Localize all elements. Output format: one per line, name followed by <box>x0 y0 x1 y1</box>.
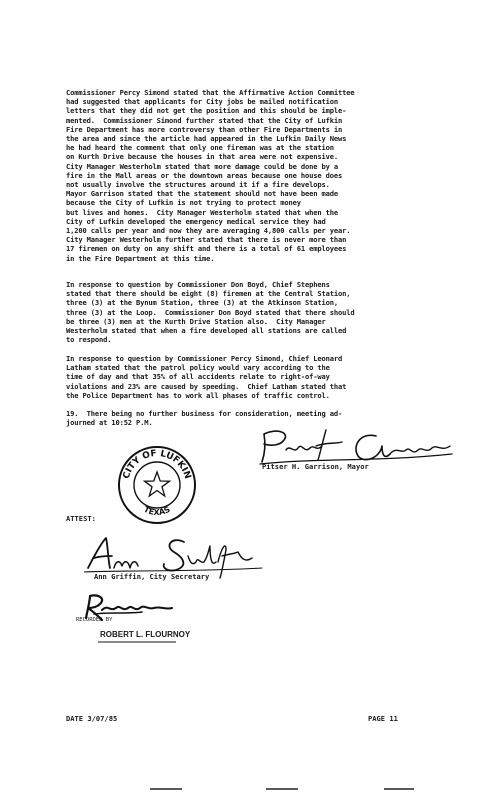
text-line: three (3) at the Loop. Commissioner Don Boyd stated that there should <box>66 307 355 317</box>
recorder-underline <box>98 640 178 644</box>
city-seal <box>116 444 198 526</box>
text-line: In response to question by Commissioner Don Boyd, Chief Stephens <box>66 280 330 289</box>
text-line: to respond. <box>66 335 112 345</box>
paragraph-station-staffing <box>66 280 466 344</box>
svg-text:CITY OF LUFKIN <box>122 449 193 480</box>
scan-edge-marks <box>0 786 484 792</box>
text-line: three (3) at the Bynum Station, three (3) at the Atkinson Station, <box>66 298 338 308</box>
attest-label: ATTEST: <box>66 514 96 523</box>
seal-bottom-text: TEXAS <box>142 504 172 518</box>
star-icon <box>145 472 170 496</box>
text-line: but lives and homes. City Manager Westerholm stated that when the <box>66 207 338 217</box>
text-line: Fire Department has more controversy than other Fire Departments in <box>66 124 343 134</box>
text-line: City Manager Westerholm further stated that there is never more than <box>66 235 347 245</box>
text-line: violations and 23% are caused by speeding. Chief Latham stated that <box>66 381 347 391</box>
text-line: journed at 10:52 P.M. <box>66 418 153 428</box>
text-line: because the City of Lufkin is not trying to protect money <box>66 198 301 208</box>
footer-page-number: PAGE 11 <box>368 714 398 723</box>
text-line: time of day and that 35% of all accidents relate to right-of-way <box>66 372 330 382</box>
mayor-caption: Pitser H. Garrison, Mayor <box>262 462 369 471</box>
paragraph-patrol-policy <box>66 354 466 400</box>
text-line: 1,200 calls per year and now they are averaging 4,800 calls per year. <box>66 226 351 236</box>
text-line: the Police Department has to work all phases of traffic control. <box>66 390 330 400</box>
svg-text:TEXAS <box>142 505 172 517</box>
footer-date: DATE 3/07/85 <box>66 714 118 723</box>
text-line: fire in the Mall areas or the downtown areas because one house does <box>66 170 343 180</box>
text-line: 19. There being no further business for consideration, meeting ad- <box>66 409 343 418</box>
secretary-caption: Ann Griffin, City Secretary <box>94 572 210 581</box>
text-line: 17 firemen on duty on any shift and there is a total of 61 employees <box>66 244 347 254</box>
paragraph-affirmative-action <box>66 88 466 263</box>
recorder-name: ROBERT L. FLOURNOY <box>100 630 191 639</box>
text-line: be three (3) men at the Kurth Drive Station also. City Manager <box>66 316 326 326</box>
text-line: City of Lufkin developed the emergency medical service they had <box>66 216 326 226</box>
text-line: not usually involve the structures around it if a fire develops. <box>66 180 330 190</box>
text-line: in the Fire Department at this time. <box>66 253 215 263</box>
text-line: Commissioner Percy Simond stated that the Affirmative Action Committee <box>66 88 355 97</box>
text-line: stated that there should be eight (8) firemen at the Central Station, <box>66 289 351 299</box>
recorded-by-label: RECORDED BY <box>76 617 113 623</box>
text-line: Westerholm stated that when a fire developed all stations are called <box>66 326 347 336</box>
text-line: mented. Commissioner Simond further stated that the City of Lufkin <box>66 115 343 125</box>
text-line: letters that they did not get the position and this should be imple- <box>66 106 347 116</box>
seal-top-text: CITY OF LUFKIN <box>121 448 193 481</box>
text-line: had suggested that applicants for City jobs be mailed notification <box>66 97 338 107</box>
text-line: In response to question by Commissioner Percy Simond, Chief Leonard <box>66 354 343 363</box>
text-line: Latham stated that the patrol policy would vary according to the <box>66 363 330 373</box>
text-line: the area and since the article had appeared in the Lufkin Daily News <box>66 134 347 144</box>
text-line: on Kurth Drive because the houses in that area were not expensive. <box>66 152 338 162</box>
text-line: Mayor Garrison stated that the statement should not have been made <box>66 189 338 199</box>
text-line: he had heard the comment that only one fireman was at the station <box>66 143 334 153</box>
text-line: City Manager Westerholm stated that more damage could be done by a <box>66 161 338 171</box>
